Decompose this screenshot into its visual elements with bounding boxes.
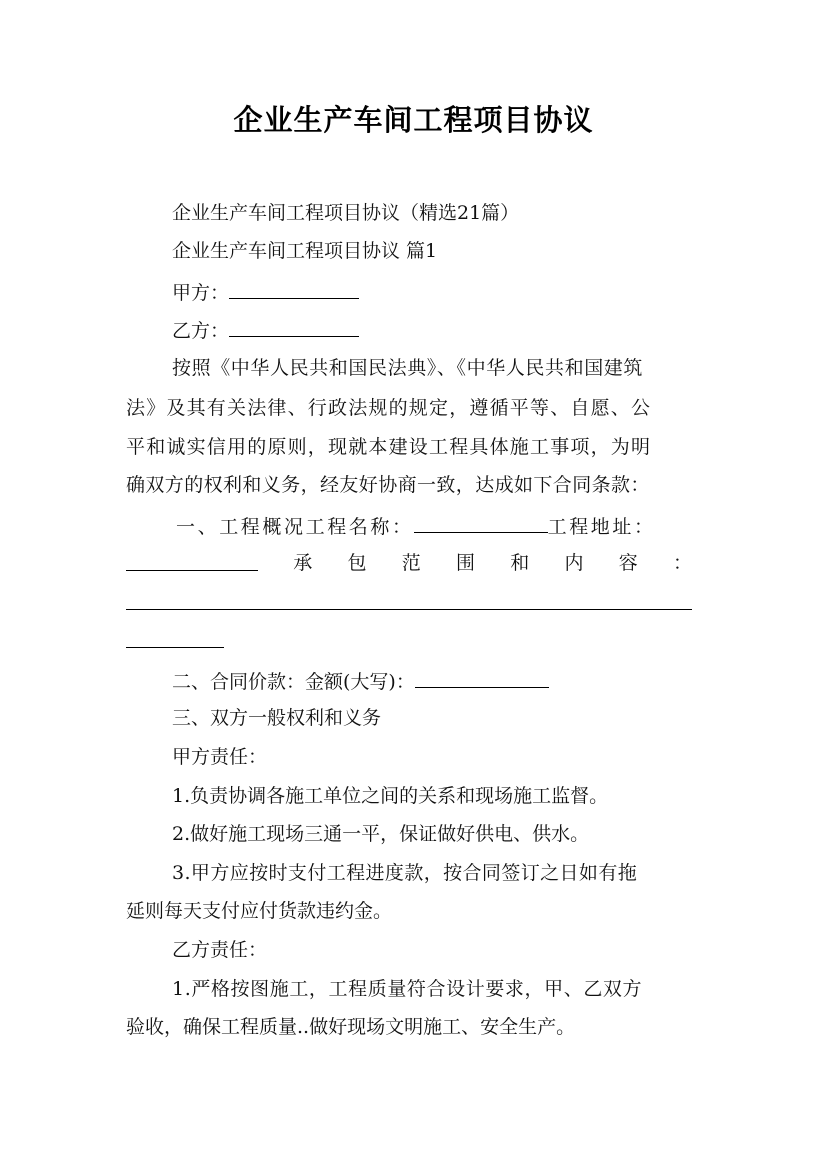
rights-heading: 三、双方一般权利和义务 xyxy=(172,707,382,729)
scope-char: 包 xyxy=(347,552,367,574)
scope-char: ： xyxy=(672,552,692,574)
overview-label: 一、工程概况工程名称： xyxy=(176,516,414,538)
price-line xyxy=(172,668,549,694)
party-b-line xyxy=(172,317,359,343)
scope-char: 围 xyxy=(455,552,475,574)
address-label: 工程地址： xyxy=(547,516,656,538)
scope-char: 和 xyxy=(510,552,530,574)
party-b-duty-heading: 乙方责任： xyxy=(172,939,268,961)
scope-blank xyxy=(126,590,692,610)
price-label: 二、合同价款：金额(大写)： xyxy=(172,671,415,693)
scope-char: 内 xyxy=(564,552,584,574)
party-a-duty-heading: 甲方责任： xyxy=(172,746,268,768)
scope-blank-line-2 xyxy=(126,628,224,654)
party-a-duty-3-line-2: 延则每天支付应付货款违约金。 xyxy=(126,900,393,922)
intro-line-1: 按照《中华人民共和国民法典》、《中华人民共和国建筑 xyxy=(172,357,644,379)
party-a-duty-2: 2.做好施工现场三通一平，保证做好供电、供水。 xyxy=(172,823,590,845)
intro-line-4: 确双方的权利和义务，经友好协商一致，达成如下合同条款： xyxy=(126,474,650,496)
party-a-duty-3-line-1: 3.甲方应按时支付工程进度款，按合同签订之日如有拖 xyxy=(172,862,638,884)
section-heading: 企业生产车间工程项目协议 篇1 xyxy=(172,240,438,262)
party-a-line xyxy=(172,279,359,305)
party-b-duty-1-line-1: 1.严格按图施工，工程质量符合设计要求，甲、乙双方 xyxy=(172,978,643,1000)
party-b-blank xyxy=(229,317,359,337)
party-a-duty-1: 1.负责协调各施工单位之间的关系和现场施工监督。 xyxy=(172,785,609,807)
address-blank xyxy=(126,551,258,571)
price-blank xyxy=(415,668,549,688)
scope-blank-line-1 xyxy=(126,590,692,616)
document-title: 企业生产车间工程项目协议 xyxy=(233,103,594,137)
scope-char: 范 xyxy=(401,552,421,574)
party-a-label: 甲方： xyxy=(172,282,230,304)
scope-char: 容 xyxy=(618,552,638,574)
party-a-blank xyxy=(229,279,359,299)
intro-line-2: 法》及其有关法律、行政法规的规定，遵循平等、自愿、公 xyxy=(126,397,652,419)
subtitle: 企业生产车间工程项目协议（精选21篇） xyxy=(172,202,520,224)
intro-line-3: 平和诚实信用的原则，现就本建设工程具体施工事项，为明 xyxy=(126,436,652,458)
scope-blank xyxy=(126,628,224,648)
scope-char: 承 xyxy=(293,552,313,574)
party-b-duty-1-line-2: 验收，确保工程质量..做好现场文明施工、安全生产。 xyxy=(126,1016,576,1038)
scope-line xyxy=(126,551,692,575)
party-b-label: 乙方： xyxy=(172,320,230,342)
project-name-blank xyxy=(414,513,548,533)
overview-line xyxy=(176,513,656,539)
